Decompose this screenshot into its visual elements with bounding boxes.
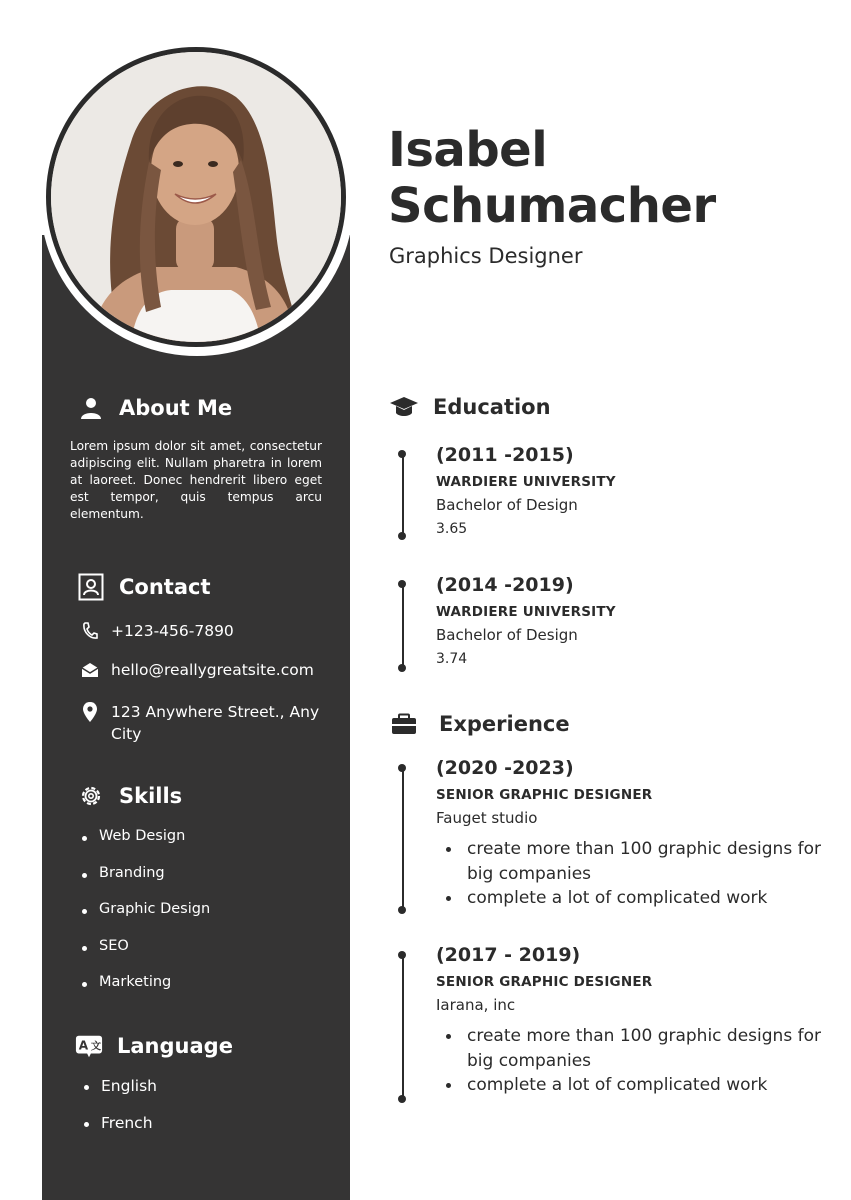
responsibility-item: create more than 100 graphic designs for big companies bbox=[436, 1024, 826, 1073]
entry-responsibilities bbox=[436, 837, 826, 911]
email-address: hello@reallygreatsite.com bbox=[111, 661, 314, 679]
phone-icon bbox=[80, 620, 100, 642]
experience-entry bbox=[436, 943, 826, 1098]
entry-company: Iarana, inc bbox=[436, 996, 516, 1014]
skill-item: Branding bbox=[82, 865, 210, 902]
education-timeline-1 bbox=[399, 450, 405, 540]
experience-heading-label: Experience bbox=[439, 712, 570, 736]
entry-institution: WARDIERE UNIVERSITY bbox=[436, 474, 616, 490]
entry-degree: Bachelor of Design bbox=[436, 496, 578, 514]
skill-item: SEO bbox=[82, 938, 210, 975]
envelope-icon bbox=[80, 659, 100, 681]
contact-email[interactable] bbox=[80, 659, 326, 681]
responsibility-item: complete a lot of complicated work bbox=[436, 1073, 826, 1098]
skill-item: Marketing bbox=[82, 974, 210, 1011]
first-name: Isabel bbox=[388, 122, 548, 178]
entry-job-title: SENIOR GRAPHIC DESIGNER bbox=[436, 787, 653, 803]
phone-number: +123-456-7890 bbox=[111, 622, 234, 640]
profile-photo bbox=[46, 47, 346, 347]
timeline-line bbox=[402, 454, 404, 536]
contact-card-icon bbox=[77, 573, 105, 601]
skill-item: Web Design bbox=[82, 828, 210, 865]
timeline-dot bbox=[398, 532, 406, 540]
education-entry bbox=[436, 443, 616, 537]
portrait-illustration bbox=[51, 52, 341, 342]
experience-heading bbox=[389, 711, 570, 737]
language-heading bbox=[75, 1032, 233, 1060]
timeline-dot bbox=[398, 664, 406, 672]
timeline-line bbox=[402, 955, 404, 1099]
location-pin-icon bbox=[80, 701, 100, 723]
entry-years: (2014 -2019) bbox=[436, 574, 574, 596]
education-entry bbox=[436, 573, 616, 667]
timeline-line bbox=[402, 584, 404, 668]
experience-entry bbox=[436, 756, 826, 911]
contact-address bbox=[80, 701, 326, 745]
entry-years: (2011 -2015) bbox=[436, 444, 574, 466]
about-heading bbox=[77, 394, 232, 422]
job-title: Graphics Designer bbox=[389, 244, 583, 268]
education-heading bbox=[389, 394, 551, 420]
entry-gpa: 3.74 bbox=[436, 651, 468, 667]
candidate-name bbox=[388, 122, 716, 234]
entry-institution: WARDIERE UNIVERSITY bbox=[436, 604, 616, 620]
language-item: French bbox=[84, 1114, 157, 1151]
language-list bbox=[84, 1077, 157, 1151]
skills-heading-label: Skills bbox=[119, 784, 183, 808]
education-heading-label: Education bbox=[433, 395, 551, 419]
person-icon bbox=[77, 394, 105, 422]
street-address: 123 Anywhere Street., Any City bbox=[111, 703, 320, 743]
entry-company: Fauget studio bbox=[436, 809, 538, 827]
experience-timeline-2 bbox=[399, 951, 405, 1103]
about-text: Lorem ipsum dolor sit amet, consectetur adipiscing elit. Nullam pharetra in lorem at laoreet. Donec hendrerit libero eget est tempor, quis tempus arcu elementum. bbox=[70, 439, 322, 521]
experience-timeline-1 bbox=[399, 764, 405, 914]
graduation-cap-icon bbox=[389, 394, 419, 420]
entry-gpa: 3.65 bbox=[436, 521, 468, 537]
skills-heading bbox=[77, 782, 182, 810]
contact-heading-label: Contact bbox=[119, 575, 211, 599]
gear-icon bbox=[77, 782, 105, 810]
contact-heading bbox=[77, 573, 211, 601]
skills-list bbox=[82, 828, 210, 1011]
last-name: Schumacher bbox=[388, 178, 716, 234]
timeline-dot bbox=[398, 1095, 406, 1103]
responsibility-item: create more than 100 graphic designs for big companies bbox=[436, 837, 826, 886]
skill-item: Graphic Design bbox=[82, 901, 210, 938]
responsibility-item: complete a lot of complicated work bbox=[436, 886, 826, 911]
svg-text:文: 文 bbox=[90, 1040, 102, 1053]
about-heading-label: About Me bbox=[119, 396, 233, 420]
timeline-line bbox=[402, 768, 404, 910]
svg-text:A: A bbox=[78, 1038, 89, 1053]
entry-years: (2020 -2023) bbox=[436, 757, 574, 779]
entry-job-title: SENIOR GRAPHIC DESIGNER bbox=[436, 974, 653, 990]
language-item: English bbox=[84, 1077, 157, 1114]
translate-icon bbox=[75, 1032, 103, 1060]
entry-responsibilities bbox=[436, 1024, 826, 1098]
entry-degree: Bachelor of Design bbox=[436, 626, 578, 644]
language-heading-label: Language bbox=[117, 1034, 233, 1058]
timeline-dot bbox=[398, 906, 406, 914]
entry-years: (2017 - 2019) bbox=[436, 944, 581, 966]
education-timeline-2 bbox=[399, 580, 405, 672]
briefcase-icon bbox=[389, 711, 419, 737]
contact-phone[interactable] bbox=[80, 620, 326, 642]
